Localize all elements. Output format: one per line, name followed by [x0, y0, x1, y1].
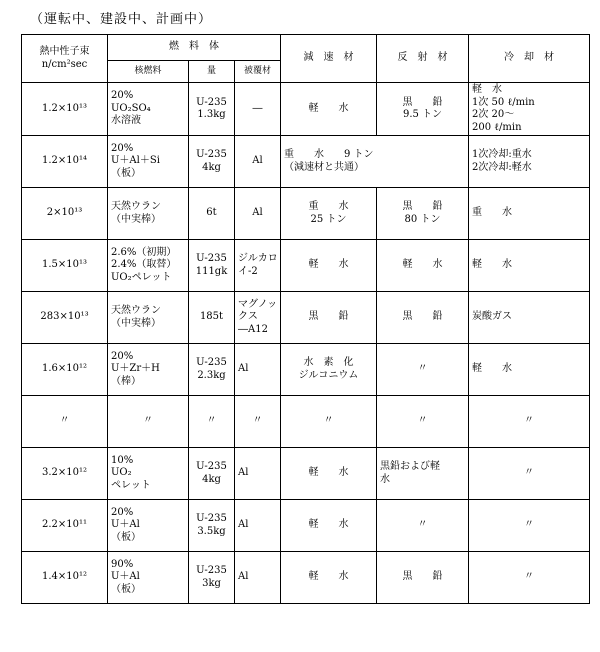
amount-cell: U-235 4kg [189, 448, 235, 500]
clad-cell: マグノッ クス ―A12 [235, 292, 281, 344]
amount-cell: U-235 2.3kg [189, 344, 235, 396]
table-row [22, 240, 590, 292]
moderator-cell: 軽 水 [281, 448, 377, 500]
fuel-cell: 90% U＋Al （板） [108, 552, 189, 604]
clad-cell: Al [235, 500, 281, 552]
table-row [22, 188, 590, 240]
flux-cell: 1.2×10¹⁴ [22, 136, 108, 188]
coolant-cell: 〃 [469, 500, 590, 552]
clad-cell: 〃 [235, 396, 281, 448]
flux-cell: 3.2×10¹² [22, 448, 108, 500]
amount-cell: 6t [189, 188, 235, 240]
table-caption: （運転中、建設中、計画中） [30, 12, 213, 27]
fuel-cell: 2.6%（初期） 2.4%（取替） UO₂ペレット [108, 240, 189, 292]
fuel-cell: 20% U＋Zr＋H （棒） [108, 344, 189, 396]
fuel-cell: 天然ウラン （中実棒） [108, 188, 189, 240]
amount-cell: 〃 [189, 396, 235, 448]
reflector-cell: 〃 [377, 344, 469, 396]
clad-cell: Al [235, 136, 281, 188]
header-reflector: 反 射 材 [377, 35, 469, 83]
amount-cell: U-235 111gk [189, 240, 235, 292]
reflector-cell: 黒鉛および軽 水 [377, 448, 469, 500]
header-amount: 量 [189, 61, 235, 83]
header-flux: 熱中性子束 n/cm²sec [22, 35, 108, 83]
flux-cell: 1.5×10¹³ [22, 240, 108, 292]
reactor-spec-table [21, 34, 590, 604]
coolant-cell: 〃 [469, 396, 590, 448]
flux-cell: 2.2×10¹¹ [22, 500, 108, 552]
table-row [22, 344, 590, 396]
moderator-cell: 水 素 化 ジルコニウム [281, 344, 377, 396]
header-clad: 被覆材 [235, 61, 281, 83]
coolant-cell: 軽 水 [469, 240, 590, 292]
fuel-cell: 10% UO₂ ペレット [108, 448, 189, 500]
fuel-cell: 20% UO₂SO₄ 水溶液 [108, 83, 189, 136]
amount-cell: U-235 4kg [189, 136, 235, 188]
flux-cell: 1.2×10¹³ [22, 83, 108, 136]
table-row [22, 292, 590, 344]
amount-cell: 185t [189, 292, 235, 344]
fuel-cell: 20% U＋Al （板） [108, 500, 189, 552]
moderator-cell: 黒 鉛 [281, 292, 377, 344]
header-fuel: 核燃料 [108, 61, 189, 83]
clad-cell: Al [235, 188, 281, 240]
clad-cell: ― [235, 83, 281, 136]
reflector-cell: 黒 鉛 [377, 292, 469, 344]
table-row [22, 396, 590, 448]
moderator-cell: 軽 水 [281, 83, 377, 136]
reflector-cell: 〃 [377, 396, 469, 448]
coolant-cell: 軽 水 [469, 344, 590, 396]
header-fuel-group: 燃 料 体 [108, 35, 281, 61]
table-row [22, 552, 590, 604]
moderator-cell: 軽 水 [281, 552, 377, 604]
coolant-cell: 1次冷却:重水 2次冷却:軽水 [469, 136, 590, 188]
flux-cell: 2×10¹³ [22, 188, 108, 240]
clad-cell: Al [235, 344, 281, 396]
amount-cell: U-235 3.5kg [189, 500, 235, 552]
moderator-cell: 軽 水 [281, 500, 377, 552]
coolant-cell: 重 水 [469, 188, 590, 240]
coolant-cell: 〃 [469, 448, 590, 500]
clad-cell: Al [235, 552, 281, 604]
table-row [22, 448, 590, 500]
fuel-cell: 天然ウラン （中実棒） [108, 292, 189, 344]
reflector-cell: 黒 鉛 [377, 552, 469, 604]
fuel-cell: 20% U＋Al＋Si （板） [108, 136, 189, 188]
coolant-cell: 軽 水 1次 50 ℓ/min 2次 20～ 200 ℓ/min [469, 83, 590, 136]
amount-cell: U-235 3kg [189, 552, 235, 604]
moderator-cell: 軽 水 [281, 240, 377, 292]
flux-cell: 1.6×10¹² [22, 344, 108, 396]
reflector-cell: 黒 鉛 80 トン [377, 188, 469, 240]
header-coolant: 冷 却 材 [469, 35, 590, 83]
reflector-cell: 黒 鉛 9.5 トン [377, 83, 469, 136]
table-row [22, 136, 590, 188]
header-moderator: 減 速 材 [281, 35, 377, 83]
table-row [22, 500, 590, 552]
moderator-cell: 重 水 9 トン （減速材と共通） [281, 136, 469, 188]
moderator-cell: 〃 [281, 396, 377, 448]
amount-cell: U-235 1.3kg [189, 83, 235, 136]
table-row [22, 83, 590, 136]
flux-cell: 283×10¹³ [22, 292, 108, 344]
fuel-cell: 〃 [108, 396, 189, 448]
flux-cell: 1.4×10¹² [22, 552, 108, 604]
moderator-cell: 重 水 25 トン [281, 188, 377, 240]
coolant-cell: 〃 [469, 552, 590, 604]
reflector-cell: 軽 水 [377, 240, 469, 292]
reflector-cell: 〃 [377, 500, 469, 552]
clad-cell: Al [235, 448, 281, 500]
flux-cell: 〃 [22, 396, 108, 448]
clad-cell: ジルカロ イ-2 [235, 240, 281, 292]
coolant-cell: 炭酸ガス [469, 292, 590, 344]
